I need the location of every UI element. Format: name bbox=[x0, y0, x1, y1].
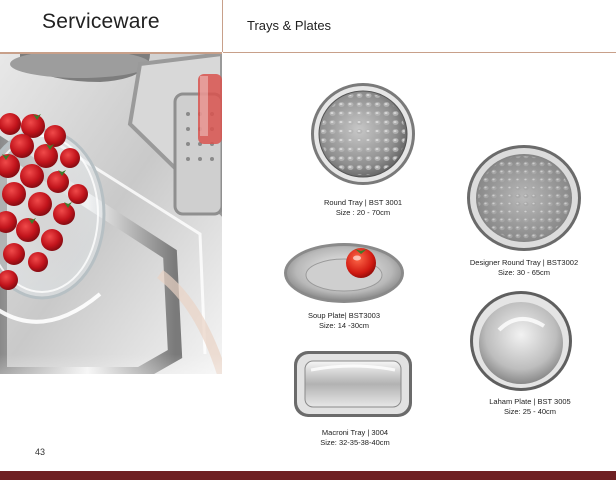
macroni-tray-size: Size: 32-35-38-40cm bbox=[320, 438, 390, 447]
section-header bbox=[0, 0, 222, 54]
designer-round-tray-size: Size: 30 - 65cm bbox=[497, 268, 551, 277]
soup-plate-icon bbox=[283, 241, 405, 305]
photo-fade bbox=[0, 354, 222, 374]
round-tray-name: Round Tray | BST 3001 bbox=[323, 198, 403, 207]
round-tray-size: Size : 20 - 70cm bbox=[335, 208, 391, 217]
laham-plate-name: Laham Plate | BST 3005 bbox=[489, 397, 571, 406]
serviceware-photo bbox=[0, 54, 222, 374]
laham-plate-icon bbox=[469, 290, 573, 392]
designer-round-tray-name: Designer Round Tray | BST3002 bbox=[469, 258, 579, 267]
macroni-tray-name: Macroni Tray | 3004 bbox=[321, 428, 389, 437]
macroni-tray-caption bbox=[300, 428, 410, 448]
designer-round-tray-caption bbox=[454, 258, 594, 278]
footer-band bbox=[0, 471, 616, 480]
macroni-tray-image bbox=[293, 350, 413, 418]
page-title: Serviceware bbox=[42, 10, 160, 33]
laham-plate-image bbox=[469, 290, 573, 392]
category-header bbox=[223, 0, 616, 53]
page-number: 43 bbox=[35, 447, 46, 457]
soup-plate-image bbox=[283, 241, 405, 305]
macroni-tray-icon bbox=[293, 350, 413, 418]
round-tray-caption bbox=[300, 198, 426, 218]
designer-round-tray-image bbox=[466, 144, 582, 252]
soup-plate-name: Soup Plate| BST3003 bbox=[308, 311, 380, 320]
soup-plate-caption bbox=[289, 311, 399, 331]
round-tray-image bbox=[310, 82, 416, 186]
designer-round-tray-icon bbox=[466, 144, 582, 252]
soup-plate-size: Size: 14 -30cm bbox=[318, 321, 370, 330]
round-tray-icon bbox=[310, 82, 416, 186]
category-title: Trays & Plates bbox=[247, 18, 332, 33]
laham-plate-size: Size: 25 - 40cm bbox=[503, 407, 557, 416]
laham-plate-caption bbox=[468, 397, 592, 417]
